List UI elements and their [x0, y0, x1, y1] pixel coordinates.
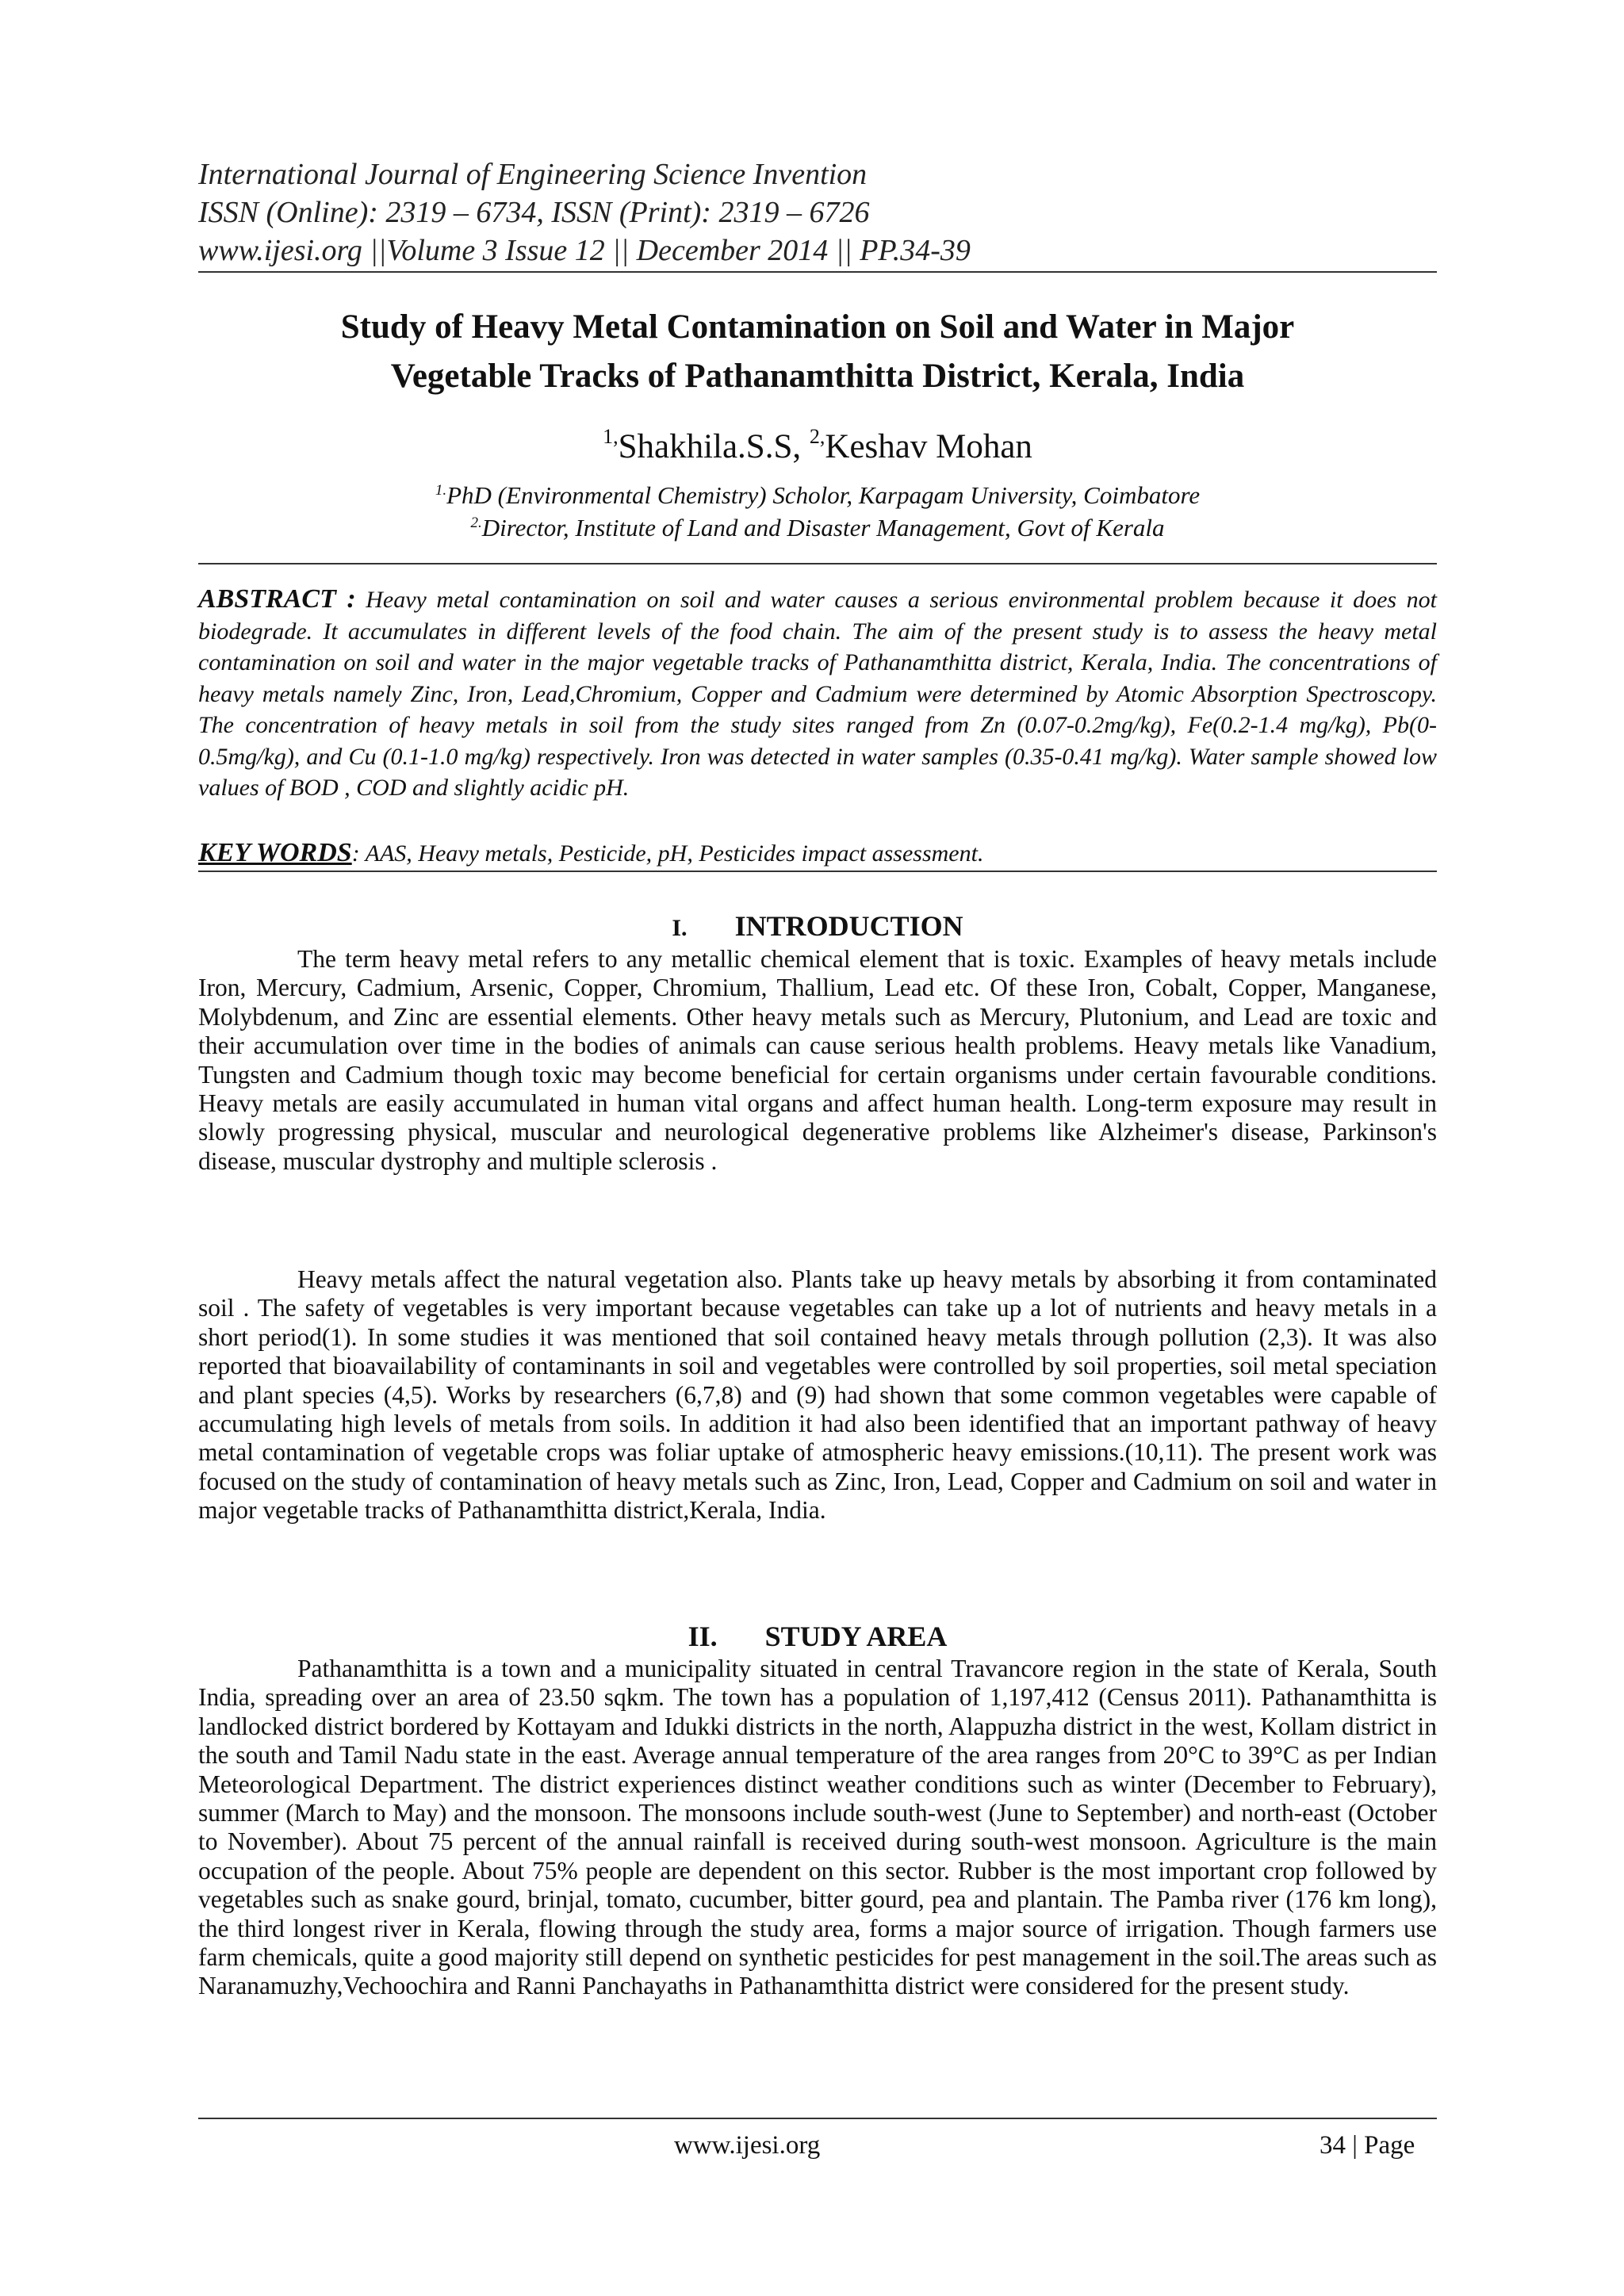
- author-list: [198, 425, 1437, 469]
- abstract-block: [198, 584, 1437, 804]
- abstract-text: Heavy metal contamination on soil and water causes a serious environmental problem because it does not biodegrade. It accumulates in different levels of the food chain. The aim of the present study is to assess the heavy metal contamination on soil and water in the major vegetable tracks of Pathanamthitta district, Kerala, India. The concentrations of heavy metals namely Zinc, Iron, Lead,Chromium, Copper and Cadmium were determined by Atomic Absorption Spectroscopy. The concentration of heavy metals in soil from the study sites ranged from Zn (0.07-0.2mg/kg), Fe(0.2-1.4 mg/kg), Pb(0-0.5mg/kg), and Cu (0.1-1.0 mg/kg) respectively. Iron was detected in water samples (0.35-0.41 mg/kg). Water sample showed low values of BOD , COD and slightly acidic pH.: [198, 587, 1437, 801]
- abstract-label: ABSTRACT :: [198, 584, 356, 614]
- footer-site: www.ijesi.org: [674, 2131, 821, 2160]
- intro-paragraph-2: Heavy metals affect the natural vegetation also. Plants take up heavy metals by absorbing it from contaminated soil . The safety of vegetables is very important because vegetables can take up a lot of nutrients and heavy metals in a short period(1). In some studies it was mentioned that soil contained heavy metals through pollution (2,3). It was also reported that bioavailability of contaminants in soil and vegetables were controlled by soil properties, soil metal speciation and plant species (4,5). Works by researchers (6,7,8) and (9) had shown that some common vegetables were capable of accumulating high levels of metals from soils. In addition it had also been identified that an important pathway of heavy metal contamination of vegetable crops was foliar uptake of atmospheric heavy emissions.(10,11). The present work was focused on the study of contamination of heavy metals such as Zinc, Iron, Lead, Copper and Cadmium on soil and water in major vegetable tracks of Pathanamthitta district,Kerala, India.: [198, 1265, 1437, 1525]
- affiliation-1: [198, 479, 1437, 511]
- keywords-line: [198, 837, 1437, 870]
- affiliation-2-text: Director, Institute of Land and Disaster Management, Govt of Kerala: [481, 514, 1165, 541]
- affiliation-list: [198, 479, 1437, 544]
- author-2-name: Keshav Mohan: [825, 428, 1032, 465]
- paper-title-line-2: Vegetable Tracks of Pathanamthitta District, Kerala, India: [390, 358, 1245, 395]
- keywords-text: : AAS, Heavy metals, Pesticide, pH, Pesticides impact assessment.: [351, 840, 984, 867]
- journal-volume-info: www.ijesi.org ||Volume 3 Issue 12 || December 2014 || PP.34-39: [198, 234, 971, 267]
- affiliation-2-marker: 2.: [470, 515, 482, 531]
- journal-header: [198, 155, 1435, 270]
- affiliation-1-marker: 1.: [435, 482, 447, 499]
- paper-title: [198, 303, 1437, 401]
- abstract-top-rule: [198, 563, 1437, 564]
- section-title: STUDY AREA: [764, 1621, 948, 1652]
- journal-issn: ISSN (Online): 2319 – 6734, ISSN (Print): 2319 – 6726: [198, 196, 870, 229]
- section-title: INTRODUCTION: [734, 910, 963, 942]
- header-divider: [198, 271, 1437, 273]
- paper-title-line-1: Study of Heavy Metal Contamination on Soil and Water in Major: [340, 308, 1295, 346]
- section-number: II.: [688, 1621, 718, 1652]
- journal-title: International Journal of Engineering Science Invention: [198, 158, 868, 191]
- keywords-label: KEY WORDS: [198, 838, 352, 867]
- abstract-bottom-rule: [198, 871, 1437, 872]
- section-number: I.: [672, 915, 688, 941]
- study-area-paragraph: Pathanamthitta is a town and a municipality situated in central Travancore region in the state of Kerala, South India, spreading over an area of 23.50 sqkm. The town has a population of 1,197,412 (Census 2011). Pathanamthitta is landlocked district bordered by Kottayam and Idukki districts in the north, Alappuzha district in the west, Kollam district in the south and Tamil Nadu state in the east. Average annual temperature of the area ranges from 20°C to 39°C as per Indian Meteorological Department. The district experiences distinct weather conditions such as winter (December to February), summer (March to May) and the monsoon. The monsoons include south-west (June to September) and north-east (October to November). About 75 percent of the annual rainfall is received during south-west monsoon. Agriculture is the main occupation of the people. About 75% people are dependent on this sector. Rubber is the most important crop followed by vegetables such as snake gourd, brinjal, tomato, cucumber, bitter gourd, pea and plantain. The Pamba river (176 km long), the third longest river in Kerala, flowing through the study area, forms a major source of irrigation. Though farmers use farm chemicals, quite a good majority still depend on synthetic pesticides for pest management in the soil.The areas such as Naranamuzhy,Vechoochira and Ranni Panchayaths in Pathanamthitta district were considered for the present study.: [198, 1655, 1437, 2000]
- affiliation-1-text: PhD (Environmental Chemistry) Scholor, Karpagam University, Coimbatore: [446, 481, 1201, 509]
- intro-paragraph-1: The term heavy metal refers to any metallic chemical element that is toxic. Examples of heavy metals include Iron, Mercury, Cadmium, Arsenic, Copper, Chromium, Thallium, Lead etc. Of these Iron, Cobalt, Copper, Manganese, Molybdenum, and Zinc are essential elements. Other heavy metals such as Mercury, Plutonium, and Lead are toxic and their accumulation over time in the bodies of animals can cause serious health problems. Heavy metals like Vanadium, Tungsten and Cadmium though toxic may become beneficial for certain organisms under certain favourable conditions. Heavy metals are easily accumulated in human vital organs and affect human health. Long-term exposure may result in slowly progressing physical, muscular and neurological degenerative problems like Alzheimer's disease, Parkinson's disease, muscular dystrophy and multiple sclerosis .: [198, 945, 1437, 1175]
- footer-rule: [198, 2118, 1437, 2119]
- author-1-marker: 1,: [603, 425, 619, 448]
- section-heading-introduction: [198, 909, 1437, 946]
- section-heading-study-area: [198, 1619, 1437, 1654]
- footer-page-number: 34 | Page: [1320, 2131, 1415, 2160]
- affiliation-2: [198, 511, 1437, 544]
- author-1-name: Shakhila.S.S,: [618, 428, 802, 465]
- author-2-marker: 2,: [809, 425, 825, 448]
